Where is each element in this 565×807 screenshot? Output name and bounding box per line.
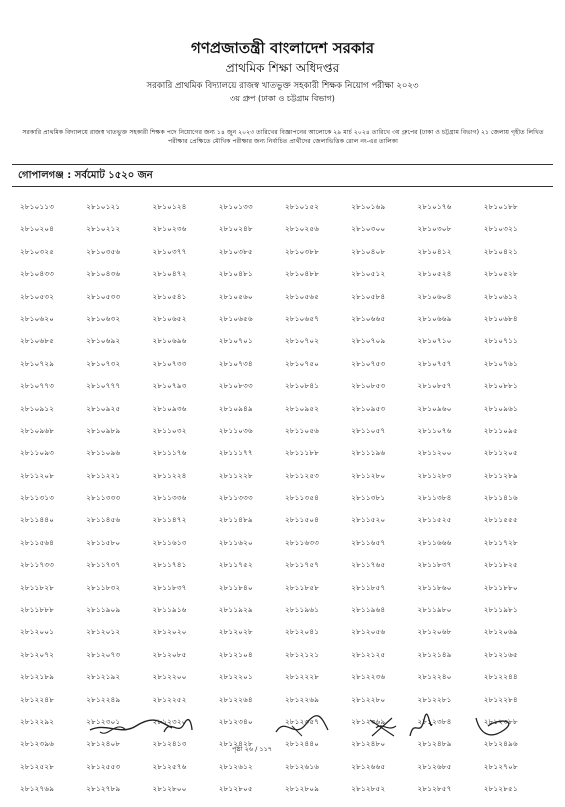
roll-number-cell: ২৮১১০৩৬ <box>218 425 253 435</box>
roll-number-cell: ২৮১২২০১ <box>218 672 253 682</box>
roll-number-cell: ২৮১০১২৪ <box>152 202 187 211</box>
roll-number-cell: ২৮১১৮২৫ <box>483 560 518 570</box>
roll-number-cell: ২৮১০৩০৮ <box>417 224 452 234</box>
roll-number-cell: ২৮১০৯৬৮ <box>20 425 55 435</box>
roll-number-cell: ২৮১১০৯৫ <box>483 425 518 435</box>
roll-number-cell: ২৮১১৭৩৭ <box>86 560 121 570</box>
roll-number-cell: ২৮১২০২০ <box>152 627 187 637</box>
roll-number-cell: ২৮১০৬৮৫ <box>20 336 55 346</box>
divider-top <box>12 164 553 165</box>
roll-number-cell: ২৮১২২৬৪ <box>218 694 253 704</box>
roll-number-cell: ২৮১০৩২১ <box>483 224 518 234</box>
roll-number-cell: ২৮১২০৬৮ <box>417 627 452 637</box>
roll-number-cell: ২৮১০৫৪১ <box>152 291 187 301</box>
roll-number-cell: ২৮১০৯৮৯ <box>86 425 121 435</box>
roll-number-cell: ২৮১০৭১১ <box>483 336 518 346</box>
roll-number-cell: ২৮১০১৮৮ <box>483 202 518 211</box>
roll-number-cell: ২৮১১৬২০ <box>218 537 253 547</box>
roll-number-cell: ২৮১২৩৪০ <box>218 716 253 726</box>
roll-number-cell: ২৮১১৮৩৭ <box>152 582 187 592</box>
roll-number-cell: ২৮১০১৬৯ <box>351 202 386 211</box>
roll-number-cell: ২৮১০৬৫৭ <box>285 313 320 323</box>
roll-number-cell: ২৮১১২৮০ <box>351 470 386 480</box>
roll-number-cell: ২৮১২৬৮৫ <box>417 761 452 771</box>
roll-number-cell: ২৮১২০১২ <box>86 627 121 637</box>
roll-number-cell: ২৮১০১২১ <box>86 202 121 211</box>
group-title: ৩য় গ্রুপ (ঢাকা ও চট্টগ্রাম বিভাগ) <box>230 94 335 103</box>
roll-number-cell: ২৮১০১৫২ <box>285 202 320 211</box>
roll-number-cell: ২৮১০৩০০ <box>351 224 386 234</box>
roll-number-cell: ২৮১২২৪৯ <box>86 694 121 704</box>
roll-number-cell: ২৮১১৫২০ <box>351 515 386 525</box>
roll-number-cell: ২৮১০৫৬০ <box>218 291 253 301</box>
roll-number-cell: ২৮১১৯০৯ <box>86 605 121 615</box>
roll-number-cell: ২৮১২৩০১ <box>86 716 121 726</box>
roll-number-cell: ২৮১০৬৫৬ <box>218 313 253 323</box>
roll-number-cell: ২৮১০৩৮৮ <box>285 246 320 256</box>
roll-number-cell: ২৮১০৫২৪ <box>417 269 452 279</box>
roll-number-cell: ২৮১১৭৪১ <box>152 560 187 570</box>
roll-number-cell: ২৮১১৩৫৪ <box>285 493 320 503</box>
roll-number-cell: ২৮১২৩৯৬ <box>20 739 55 749</box>
roll-number-cell: ২৮১০৭৯৩ <box>152 381 187 391</box>
roll-number-cell: ২৮১২৬১৬ <box>285 761 320 771</box>
roll-number-cell: ২৮১২০৭৩ <box>86 649 121 659</box>
roll-number-cell: ২৮১০৮৪১ <box>285 381 320 391</box>
roll-number-cell: ২৮১০৮৫৭ <box>417 381 452 391</box>
roll-number-cell: ২৮১১৯৬৪ <box>351 605 386 615</box>
roll-number-cell: ২৮১০৩৭৭ <box>152 246 187 256</box>
roll-number-cell: ২৮১১৪৭২ <box>152 515 187 525</box>
roll-number-cell: ২৮১২৩২০ <box>152 716 187 726</box>
roll-number-cell: ২৮১২৮০৫ <box>218 784 253 794</box>
roll-number-cell: ২৮১২৫৫৩ <box>86 761 121 771</box>
roll-number-cell: ২৮১১২৮৯ <box>483 470 518 480</box>
roll-number-cell: ২৮১০৭০১ <box>218 336 253 346</box>
roll-number-cell: ২৮১১৭৬৫ <box>351 560 386 570</box>
roll-number-cell: ২৮১০৯৩৬ <box>152 403 187 413</box>
roll-number-cell: ২৮১০৩২৫ <box>20 246 55 256</box>
roll-number-cell: ২৮১০৬০৪ <box>417 291 452 301</box>
roll-number-cell: ২৮১০৬৯২ <box>86 336 121 346</box>
roll-number-cell: ২৮১১০৫৬ <box>285 425 320 435</box>
roll-number-cell: ২৮১২৪৯৬ <box>483 739 518 749</box>
roll-number-cell: ২৮১১৩৮৪ <box>417 493 452 503</box>
roll-number-cell: ২৮১১৬৩৩ <box>285 537 320 547</box>
roll-number-cell: ২৮১০৯৬০ <box>417 403 452 413</box>
roll-number-cell: ২৮১০৫৩২ <box>20 291 55 301</box>
roll-number-cell: ২৮১০৭৩২ <box>86 358 121 368</box>
roll-number-cell: ২৮১২১০৪ <box>218 649 253 659</box>
roll-number-cell: ২৮১০৯৫৩ <box>351 403 386 413</box>
roll-number-cell: ২৮১০৭১০ <box>417 336 452 346</box>
signature-4 <box>366 712 400 742</box>
notice-text: সরকারি প্রাথমিক বিদ্যালয়ে রাজস্ব খাতভুক্ত সহকারী শিক্ষক পদে নিয়োগের জন্য ১৪ জুন ২০২৩ তারিখের বিজ্ঞাপনের আলোকে ২৯ মার্চ ২০২৪ তারিখে ৩য় গ্রুপের (ঢাকা ও চট্টগ্রাম বিভাগ) ২১ জেলায় গৃহীত লিখিত পরীক্ষার প্রেক্ষিতে মৌখিক পরীক্ষার জন্য নির্বাচিত প্রার্থীদের জেলাভিত্তিক রোল নং-এর তালিকা <box>22 129 544 145</box>
signature-6 <box>470 712 510 742</box>
roll-number-cell: ২৮১১৮৮৮ <box>20 605 55 615</box>
roll-number-cell: ২৮১১৮৪০ <box>218 582 253 592</box>
roll-number-cell: ২৮১২৫৭৬ <box>152 761 187 771</box>
roll-number-cell: ২৮১২১২৫ <box>351 649 386 659</box>
roll-number-cell: ২৮১১০৭৬ <box>417 425 452 435</box>
roll-number-cell: ২৮১২২৪০ <box>417 672 452 682</box>
roll-number-cell: ২৮১১৩৩৬ <box>152 493 187 503</box>
roll-number-cell: ২৮১১০৫৭ <box>351 425 386 435</box>
roll-number-cell: ২৮১০২০৪ <box>20 224 55 234</box>
roll-number-cell: ২৮১১৯২৯ <box>218 605 253 615</box>
roll-number-cell: ২৮১২৪২৮ <box>218 739 253 749</box>
roll-number-cell: ২৮১১২২১ <box>86 470 121 480</box>
roll-number-cell: ২৮১১৮৩২ <box>86 582 121 592</box>
roll-number-cell: ২৮১২৪৮০ <box>351 739 386 749</box>
roll-number-cell: ২৮১১৩১৩ <box>20 493 55 503</box>
roll-number-cell: ২৮১০২৫৬ <box>285 224 320 234</box>
roll-number-cell: ২৮১০৬২০ <box>20 313 55 323</box>
roll-number-cell: ২৮১০৬৬৫ <box>351 313 386 323</box>
roll-number-cell: ২৮১২২৯২ <box>20 716 55 726</box>
government-title: গণপ্রজাতন্ত্রী বাংলাদেশ সরকার <box>191 39 374 57</box>
roll-number-cell: ২৮১০৫৩৩ <box>86 291 121 301</box>
roll-number-cell: ২৮১১৬৬৬ <box>417 537 452 547</box>
roll-number-cell: ২৮১১৫০৪ <box>285 515 320 525</box>
roll-number-cell: ২৮১২১৬৫ <box>483 649 518 659</box>
roll-number-cell: ২৮১১৮২৮ <box>20 582 55 592</box>
roll-number-cell: ২৮১১৯৬১ <box>285 605 320 615</box>
divider-bottom <box>12 186 553 187</box>
roll-number-cell: ২৮১০৪০৮ <box>351 246 386 256</box>
roll-number-cell: ২৮১২৭৬৯ <box>20 784 55 794</box>
roll-number-cell: ২৮১১৩৩৩ <box>86 493 121 503</box>
roll-number-cell: ২৮১০৯১২ <box>20 403 55 413</box>
roll-number-cell: ২৮১০৬৯৬ <box>152 336 187 346</box>
roll-number-cell: ২৮১১৪৪০ <box>20 515 55 525</box>
roll-number-cell: ২৮১১৫৬৪ <box>20 537 55 547</box>
roll-number-cell: ২৮১২৬৬৫ <box>351 761 386 771</box>
roll-number-cell: ২৮১০৫৬৫ <box>285 291 320 301</box>
roll-number-cell: ২৮১২৬১২ <box>218 761 253 771</box>
roll-number-cell: ২৮১০৭৫৩ <box>351 358 386 368</box>
roll-number-cell: ২৮১২২৮০ <box>351 694 386 704</box>
roll-number-cell: ২৮১০৬১২ <box>483 291 518 301</box>
roll-number-cell: ২৮১০৭৩৩ <box>152 358 187 368</box>
roll-number-cell: ২৮১০৭৭৭ <box>86 381 121 391</box>
roll-number-cell: ২৮১০৪২১ <box>483 246 518 256</box>
roll-number-cell: ২৮১২০৪১ <box>285 627 320 637</box>
roll-number-cell: ২৮১০২৩৬ <box>152 224 187 234</box>
roll-number-cell: ২৮১১৫২৫ <box>417 515 452 525</box>
roll-number-cell: ২৮১১১৯৬ <box>351 448 386 458</box>
roll-number-cell: ২৮১১৪৮৯ <box>218 515 253 525</box>
roll-number-cell: ২৮১০১৭৬ <box>417 202 452 211</box>
roll-number-cell: ২৮১০৬৬৯ <box>417 313 452 323</box>
signature-3 <box>272 712 332 742</box>
roll-number-cell: ২৮১২৪০৮ <box>86 739 121 749</box>
roll-number-cell: ২৮১০৮৫৩ <box>351 381 386 391</box>
roll-number-cell: ২৮১২৮৫১ <box>483 784 518 794</box>
roll-number-cell: ২৮১২২৬৯ <box>285 694 320 704</box>
roll-number-cell: ২৮১০৪৩৩ <box>20 269 55 279</box>
roll-number-cell: ২৮১১৮৫৮ <box>285 582 320 592</box>
roll-number-cell: ২৮১২০৬৯ <box>483 627 518 637</box>
roll-number-cell: ২৮১১০৯৬ <box>86 448 121 458</box>
roll-number-cell: ২৮১০১৩৩ <box>218 202 253 211</box>
roll-number-cell: ২৮১২১৮৯ <box>20 672 55 682</box>
roll-number-cell: ২৮১১০৯৩ <box>20 448 55 458</box>
roll-number-cell: ২৮১১৮৫৭ <box>351 582 386 592</box>
roll-number-cell: ২৮১২৩৮৪ <box>417 716 452 726</box>
roll-number-cell: ২৮১২১৯২ <box>86 672 121 682</box>
department-title: প্রাথমিক শিক্ষা অধিদপ্তর <box>225 61 340 75</box>
roll-number-cell: ২৮১০৭৬১ <box>483 358 518 368</box>
roll-number-cell: ২৮১০২৪৮ <box>218 224 253 234</box>
roll-number-cell: ২৮১২২৪৪ <box>483 672 518 682</box>
roll-number-cell: ২৮১২৮৫২ <box>351 784 386 794</box>
roll-number-cell: ২৮১০৯২৫ <box>86 403 121 413</box>
roll-number-cell: ২৮১১৯৮১ <box>483 605 518 615</box>
roll-number-cell: ২৮১২৭৮৯ <box>86 784 121 794</box>
roll-number-cell: ২৮১২৪৮৯ <box>417 739 452 749</box>
roll-number-cell: ২৮১১৯৮০ <box>417 605 452 615</box>
roll-number-cell: ২৮১১০৩২ <box>152 425 187 435</box>
roll-number-cell: ২৮১০৭৭৩ <box>20 381 55 391</box>
roll-number-cell: ২৮১২৪৪০ <box>285 739 320 749</box>
roll-number-cell: ২৮১২০৫৬ <box>351 627 386 637</box>
roll-number-cell: ২৮১২৪১৩ <box>152 739 187 749</box>
roll-number-cell: ২৮১২৩৮৮ <box>483 716 518 726</box>
roll-number-cell: ২৮১২৩৬৯ <box>351 716 386 726</box>
roll-number-cell: ২৮১০৬৮৪ <box>483 313 518 323</box>
roll-number-cell: ২৮১১২২৪ <box>152 470 187 480</box>
roll-number-cell: ২৮১০৯৫২ <box>285 403 320 413</box>
roll-number-cell: ২৮১১২০৫ <box>483 448 518 458</box>
roll-number-cell: ২৮১১৪১৬ <box>483 493 518 503</box>
signature-2 <box>162 712 194 742</box>
roll-number-cell: ২৮১০৪৮৮ <box>285 269 320 279</box>
roll-number-cell: ২৮১০৭০৯ <box>351 336 386 346</box>
roll-number-cell: ২৮১০৩৫৬ <box>86 246 121 256</box>
roll-number-cell: ২৮১২২২৮ <box>285 672 320 682</box>
roll-number-cell: ২৮১২৩৫৭ <box>285 716 320 726</box>
roll-number-cell: ২৮১২২৩৬ <box>351 672 386 682</box>
roll-number-cell: ২৮১২১২১ <box>285 649 320 659</box>
roll-number-cell: ২৮১২৮৫৭ <box>417 784 452 794</box>
roll-number-cell: ২৮১১২০০ <box>417 448 452 458</box>
roll-number-cell: ২৮১১২০৮ <box>20 470 55 480</box>
roll-number-cell: ২৮১১৯১৬ <box>152 605 187 615</box>
roll-number-cell: ২৮১১৩৮১ <box>351 493 386 503</box>
roll-number-cell: ২৮১২৭০৮ <box>483 761 518 771</box>
document-header <box>0 38 565 104</box>
roll-number-cell: ২৮১০৮৮১ <box>483 381 518 391</box>
roll-number-cell: ২৮১০৪১২ <box>417 246 452 256</box>
roll-number-cell: ২৮১০৭৫৭ <box>417 358 452 368</box>
roll-number-cell: ২৮১১৮৬০ <box>417 582 452 592</box>
roll-number-cell: ২৮১০৫২৮ <box>483 269 518 279</box>
roll-number-cell: ২৮১২২৮১ <box>417 694 452 704</box>
roll-number-cell: ২৮১০৫১২ <box>351 269 386 279</box>
roll-number-cell: ২৮১০৭২৯ <box>20 358 55 368</box>
roll-number-cell: ২৮১০৭৫০ <box>285 358 320 368</box>
roll-number-cell: ২৮১২১৪৯ <box>417 649 452 659</box>
district-heading: গোপালগঞ্জ : সর্বমোট ১৫২০ জন <box>18 170 153 181</box>
roll-number-cell: ২৮১১৮৩৭ <box>417 560 452 570</box>
roll-number-cell: ২৮১০৪৭২ <box>152 269 187 279</box>
roll-number-cell: ২৮১০৪৩৬ <box>86 269 121 279</box>
roll-number-cell: ২৮১২০২৮ <box>218 627 253 637</box>
roll-number-cell: ২৮১১৫৫৫ <box>483 515 518 525</box>
roll-number-cell: ২৮১২২৪৮ <box>20 694 55 704</box>
roll-number-cell: ২৮১০৫৮৪ <box>351 291 386 301</box>
roll-number-cell: ২৮১০৬৫২ <box>152 313 187 323</box>
roll-number-cell: ২৮১১৬১৩ <box>152 537 187 547</box>
roll-number-cell: ২৮১১১৭৬ <box>152 448 187 458</box>
roll-number-cell: ২৮১০১১৩ <box>20 202 55 211</box>
roll-number-cell: ২৮১২০০১ <box>20 627 55 637</box>
roll-number-cell: ২৮১০৯৬১ <box>483 403 518 413</box>
roll-number-cell: ২৮১১১৮৮ <box>285 448 320 458</box>
roll-number-cell: ২৮১০৩৮৫ <box>218 246 253 256</box>
roll-number-cell: ২৮১২২৫২ <box>152 694 187 704</box>
roll-number-cell: ২৮১০৪৮১ <box>218 269 253 279</box>
roll-number-cell: ২৮১১৩৩৩ <box>218 493 253 503</box>
roll-number-cell: ২৮১০৭৩৪ <box>218 358 253 368</box>
roll-number-cell: ২৮১১৫৮০ <box>86 537 121 547</box>
roll-number-cell: ২৮১১৭৩৩ <box>20 560 55 570</box>
signature-5 <box>406 712 434 742</box>
exam-title: সরকারি প্রাথমিক বিদ্যালয়ে রাজস্ব খাতভুক্ত সহকারী শিক্ষক নিয়োগ পরীক্ষা ২০২৩ <box>146 81 419 91</box>
roll-number-cell: ২৮১১২২৮ <box>218 470 253 480</box>
roll-number-cell: ২৮১১৬৫৭ <box>351 537 386 547</box>
roll-number-cell: ২৮১১২৫৩ <box>285 470 320 480</box>
roll-number-cell: ২৮১২০৭২ <box>20 649 55 659</box>
roll-number-cell: ২৮১০৮৩৩ <box>218 381 253 391</box>
roll-number-cell: ২৮১২২০০ <box>152 672 187 682</box>
roll-number-cell: ২৮১০২১২ <box>86 224 121 234</box>
roll-number-cell: ২৮১০৬৩২ <box>86 313 121 323</box>
roll-number-cell: ২৮১২৮০৯ <box>285 784 320 794</box>
roll-number-cell: ২৮১২৮০০ <box>152 784 187 794</box>
roll-number-cell: ২৮১২৫২৮ <box>20 761 55 771</box>
roll-number-cell: ২৮১০৭০২ <box>285 336 320 346</box>
roll-number-cell: ২৮১১৭৫২ <box>218 560 253 570</box>
roll-number-cell: ২৮১১২৮৩ <box>417 470 452 480</box>
roll-number-cell: ২৮১২০৮৫ <box>152 649 187 659</box>
roll-number-cell: ২৮১১৭২৮ <box>483 537 518 547</box>
page-number: পৃষ্ঠা ২৬ / ১১৭ <box>232 745 273 753</box>
roll-number-cell: ২৮১১৭৫৭ <box>285 560 320 570</box>
roll-number-cell: ২৮১১৪৫৬ <box>86 515 121 525</box>
roll-number-cell: ২৮১২২৮৪ <box>483 694 518 704</box>
roll-number-cell: ২৮১১৮৮০ <box>483 582 518 592</box>
roll-number-cell: ২৮১১১৭৭ <box>218 448 253 458</box>
roll-number-cell: ২৮১০৯৪৯ <box>218 403 253 413</box>
